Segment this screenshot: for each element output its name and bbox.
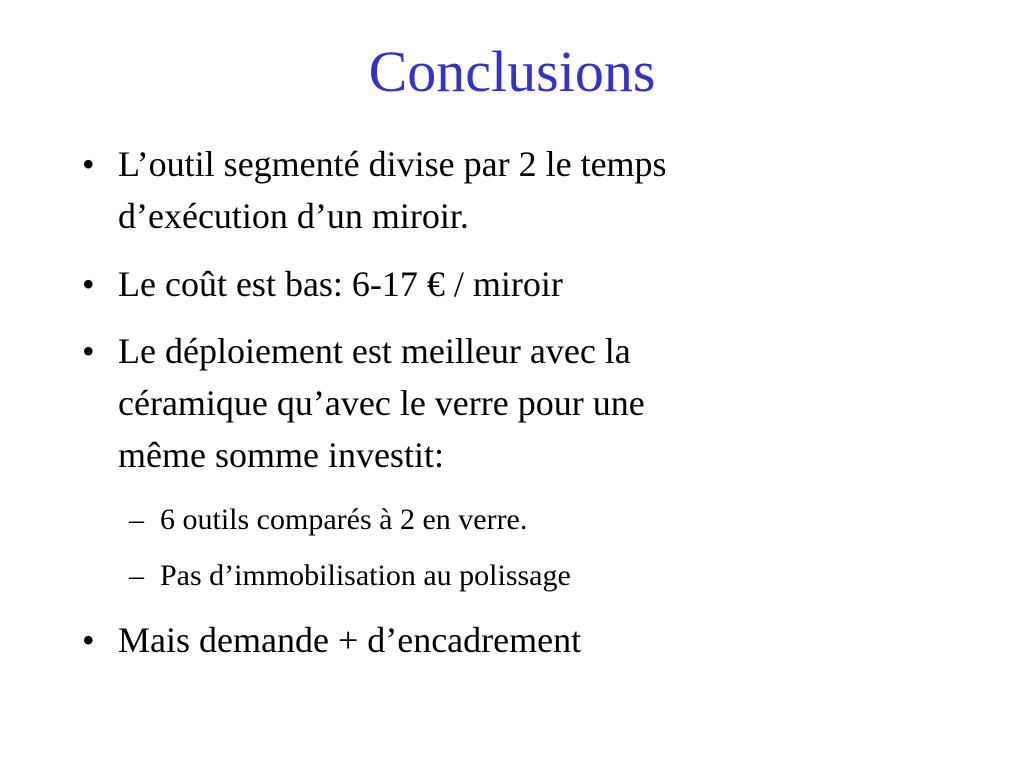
bullet-line: Mais demande + d’encadrement <box>118 620 582 660</box>
bullet-item <box>82 614 818 666</box>
bullet-line: céramique qu’avec le verre pour une <box>118 383 645 423</box>
bullet-dot: • <box>82 264 95 304</box>
bullet-line: même somme investit: <box>118 435 444 475</box>
bullet-item <box>82 258 818 310</box>
bullet-line: L’outil segmenté divise par 2 le temps <box>118 144 667 184</box>
bullet-dot: • <box>82 620 95 660</box>
sub-bullet-dash: – <box>129 559 144 592</box>
bullet-dot: • <box>82 144 95 184</box>
bullet-line: Le coût est bas: 6-17 € / miroir <box>118 264 563 304</box>
sub-bullet-dash: – <box>129 503 144 536</box>
sub-bullet-item <box>129 556 800 596</box>
slide-title: Conclusions <box>368 39 656 104</box>
bullet-line: Le déploiement est meilleur avec la <box>118 331 631 371</box>
sub-bullet-line: 6 outils comparés à 2 en verre. <box>160 503 528 536</box>
bullet-line: d’exécution d’un miroir. <box>118 196 469 236</box>
sub-bullet-line: Pas d’immobilisation au polissage <box>160 559 571 592</box>
bullet-dot: • <box>82 331 95 371</box>
bullet-item <box>82 325 818 481</box>
sub-bullet-item <box>129 500 800 540</box>
bullet-item <box>82 138 818 242</box>
